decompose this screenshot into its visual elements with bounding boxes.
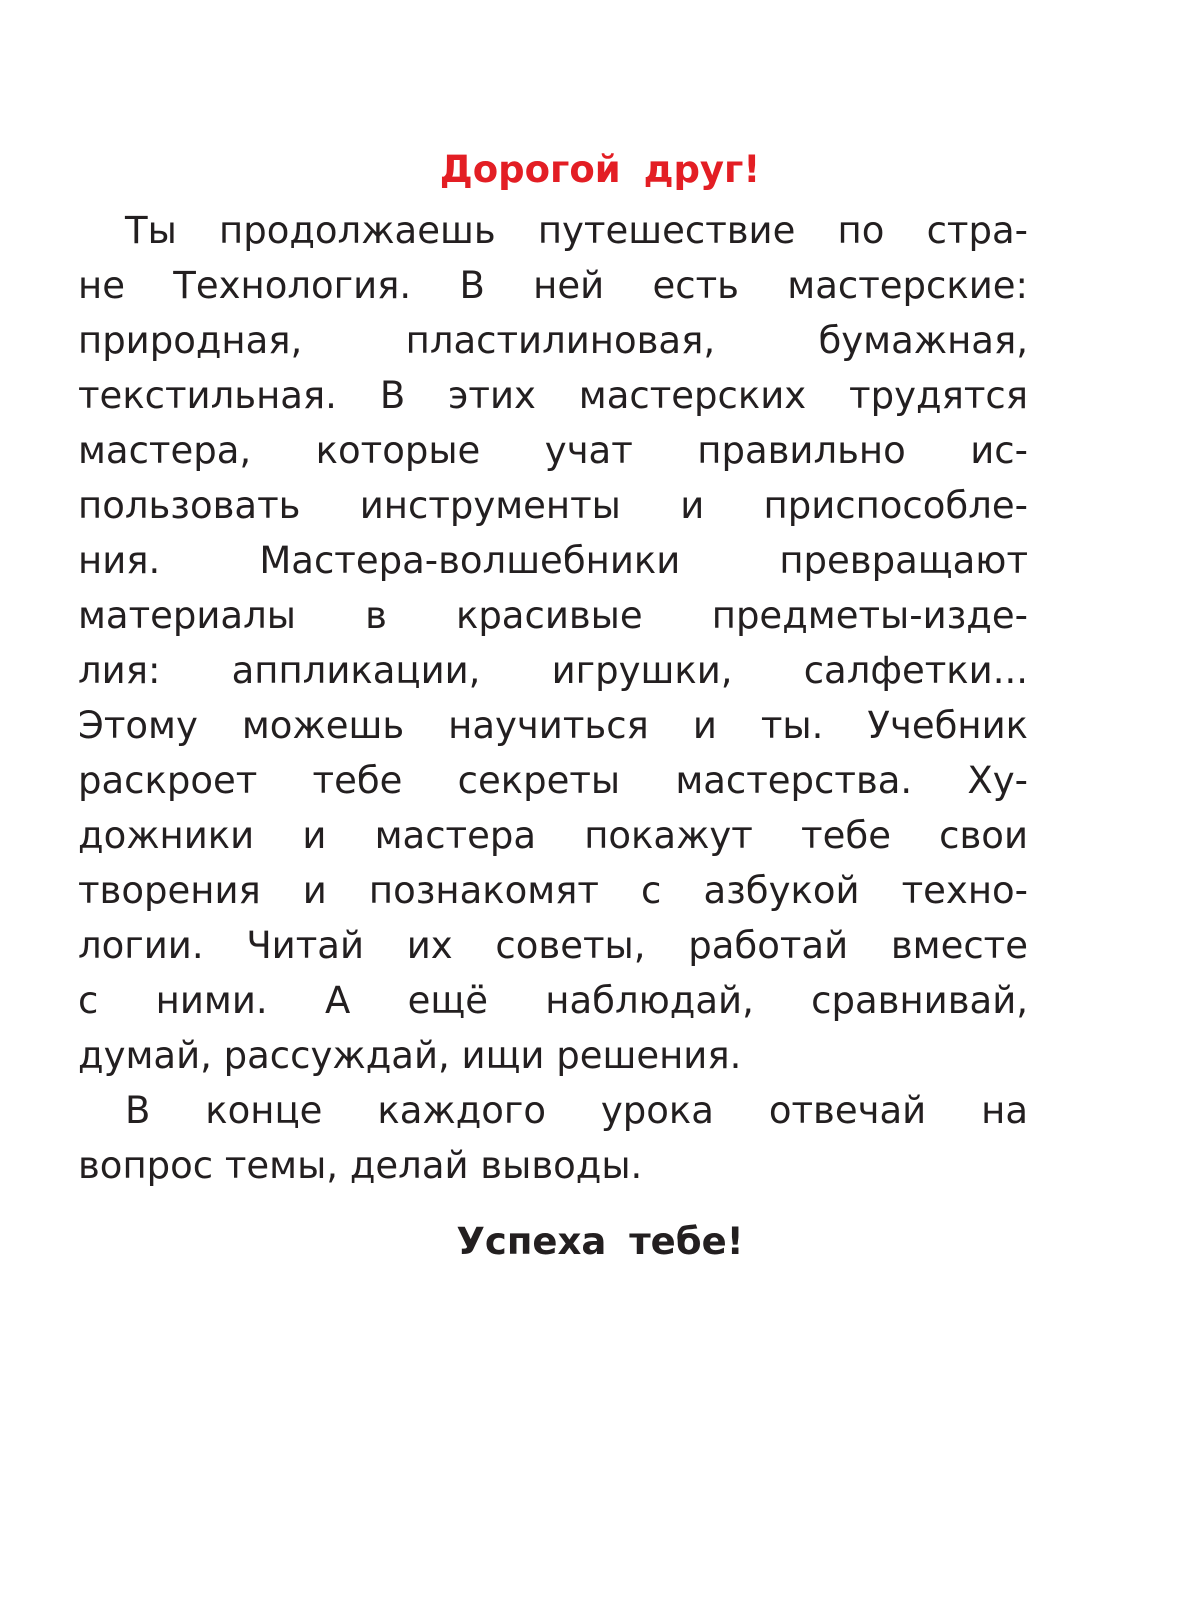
text-line: пользовать инструменты и приспособле-: [78, 484, 1028, 527]
text-line: В конце каждого урока отвечай на: [125, 1089, 1028, 1132]
text-line: природная, пластилиновая, бумажная,: [78, 319, 1028, 362]
text-line: текстильная. В этих мастерских трудятся: [78, 374, 1028, 417]
text-line: мастера, которые учат правильно ис-: [78, 429, 1028, 472]
closing-line: Успеха тебе!: [456, 1220, 744, 1263]
text-line: лия: аппликации, игрушки, салфетки...: [78, 649, 1028, 692]
text-line: ния. Мастера-волшебники превращают: [78, 539, 1028, 582]
text-line: Ты продолжаешь путешествие по стра-: [125, 209, 1028, 252]
body-text: [78, 203, 1028, 1193]
text-line: логии. Читай их советы, работай вместе: [78, 924, 1028, 967]
page-heading: Дорогой друг!: [439, 148, 761, 191]
text-line: думай, рассуждай, ищи решения.: [78, 1034, 742, 1077]
text-line: творения и познакомят с азбукой техно-: [78, 869, 1028, 912]
text-line: не Технология. В ней есть мастерские:: [78, 264, 1028, 307]
text-line: материалы в красивые предметы-изде-: [78, 594, 1028, 637]
text-line: раскроет тебе секреты мастерства. Ху-: [78, 759, 1028, 802]
text-line: дожники и мастера покажут тебе свои: [78, 814, 1028, 857]
text-line: вопрос темы, делай выводы.: [78, 1144, 643, 1187]
text-line: Этому можешь научиться и ты. Учебник: [78, 704, 1028, 747]
text-line: с ними. А ещё наблюдай, сравнивай,: [78, 979, 1028, 1022]
